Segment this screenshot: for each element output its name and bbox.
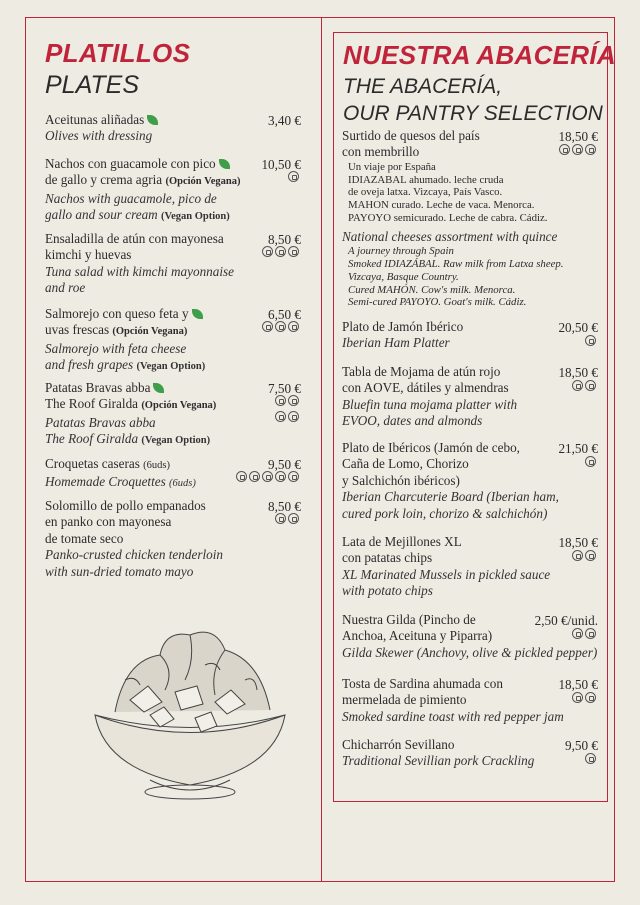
item-name-en: cured pork loin, chorizo & salchichón) [342, 505, 548, 521]
item-name-es: Ensaladilla de atún con mayonesa [45, 231, 224, 246]
vegan-option-en: (Vegan Option) [161, 211, 230, 223]
item-price: 18,50 € [558, 365, 598, 380]
item-name-es: Surtido de quesos del país [342, 128, 480, 143]
menu-item [342, 364, 552, 430]
item-name-es: Solomillo de pollo empanados [45, 498, 206, 513]
allergen-icon [559, 144, 570, 155]
item-name-es: Caña de Lomo, Chorizo [342, 456, 469, 472]
cheese-note-es: IDIAZABAL ahumado. leche cruda [348, 173, 504, 186]
allergen-icons [262, 246, 299, 257]
item-name-en: Panko-crusted chicken tenderloin [45, 547, 223, 563]
item-name-es: con AOVE, dátiles y almendras [342, 380, 509, 396]
allergen-icons [572, 550, 596, 561]
item-price: 3,40 € [268, 113, 301, 128]
allergen-icon [572, 692, 583, 703]
cheese-note-en: Cured MAHÓN. Cow's milk. Menorca. [348, 283, 516, 296]
allergen-icon [585, 550, 596, 561]
allergen-icons [262, 321, 299, 332]
allergen-icon [262, 246, 273, 257]
allergen-icon [236, 471, 247, 482]
vegan-option-es: (Opción Vegana) [112, 326, 188, 338]
allergen-icons [585, 335, 596, 346]
left-heading [45, 38, 190, 100]
allergen-icon [288, 246, 299, 257]
allergen-icon [572, 380, 583, 391]
item-name-es: con patatas chips [342, 550, 433, 566]
item-name-es: Chicharrón Sevillano [342, 737, 455, 752]
menu-item [45, 380, 260, 450]
item-name-es: Tabla de Mojama de atún rojo [342, 364, 501, 379]
item-name-es: de gallo y crema agria [45, 172, 163, 188]
item-name-es: Salmorejo con queso feta y [45, 306, 189, 321]
item-name-en: gallo and sour cream [45, 207, 158, 223]
item-name-es: kimchi y huevas [45, 247, 132, 263]
right-heading [343, 40, 616, 127]
item-name-en: Salmorejo with feta cheese [45, 340, 187, 356]
item-name-es: Anchoa, Aceituna y Piparra) [342, 628, 493, 644]
item-name-es: uvas frescas [45, 322, 110, 338]
allergen-icon [275, 246, 286, 257]
menu-item [45, 156, 260, 226]
allergen-icon [275, 411, 286, 422]
item-name-es: mermelada de pimiento [342, 692, 467, 708]
item-name-en: EVOO, dates and almonds [342, 413, 483, 429]
allergen-icons [585, 753, 596, 764]
item-price: 9,50 € [565, 738, 598, 753]
cheese-note-en: A journey through Spain [348, 245, 454, 258]
item-name-en: Nachos with guacamole, pico de [45, 190, 217, 206]
platillos-title: PLATILLOS [45, 38, 191, 68]
allergen-icon [572, 550, 583, 561]
item-price: 18,50 € [558, 535, 598, 550]
allergen-icons [236, 471, 299, 482]
abaceria-subtitle-2: OUR PANTRY SELECTION [343, 102, 603, 125]
item-name-en: National cheeses assortment with quince [342, 228, 558, 244]
item-name-en: with sun-dried tomato mayo [45, 563, 194, 579]
item-name-en: Gilda Skewer (Anchovy, olive & pickled pepper) [342, 644, 598, 660]
item-price: 20,50 € [558, 320, 598, 335]
item-price: 6,50 € [268, 307, 301, 322]
vegan-option-en: (Vegan Option) [141, 435, 211, 447]
menu-item-cheese [342, 128, 597, 309]
allergen-icon [585, 335, 596, 346]
cheese-note-es: MAHON curado. Leche de vaca. Menorca. [348, 199, 535, 212]
allergen-icon [288, 321, 299, 332]
item-name-es: Tosta de Sardina ahumada con [342, 676, 503, 691]
allergen-icon [288, 513, 299, 524]
vegan-option-es: (Opción Vegana) [141, 400, 217, 412]
item-price: 18,50 € [558, 677, 598, 692]
allergen-icon [262, 471, 273, 482]
allergen-icon [585, 456, 596, 467]
cheese-note-en: Semi-cured PAYOYO. Goat's milk. Cádiz. [348, 296, 527, 309]
item-price: 21,50 € [558, 441, 598, 456]
vegan-leaf-icon [153, 383, 164, 393]
abaceria-subtitle-1: THE ABACERÍA, [343, 75, 503, 98]
item-name-es: Plato de Ibéricos (Jamón de cebo, [342, 440, 520, 455]
item-name-es: en panko con mayonesa [45, 514, 172, 530]
menu-item [45, 456, 260, 493]
allergen-icons [572, 380, 596, 391]
allergen-icon [572, 144, 583, 155]
abaceria-title: NUESTRA ABACERÍA [343, 40, 616, 70]
item-name-en: and fresh grapes [45, 357, 134, 373]
item-portion-en: (6uds) [169, 478, 196, 490]
allergen-icon [585, 380, 596, 391]
vegan-option-es: (Opción Vegana) [165, 176, 241, 188]
allergen-icons [559, 144, 596, 155]
vegan-leaf-icon [219, 159, 230, 169]
allergen-icons [275, 395, 299, 422]
item-price: 8,50 € [268, 499, 301, 514]
item-price: 8,50 € [268, 232, 301, 247]
allergen-icon [288, 471, 299, 482]
item-name-en: XL Marinated Mussels in pickled sauce [342, 566, 551, 582]
allergen-icon [249, 471, 260, 482]
item-price: 18,50 € [558, 129, 598, 144]
allergen-icon [585, 753, 596, 764]
allergen-icons [572, 692, 596, 703]
allergen-icon [572, 628, 583, 639]
vegan-leaf-icon [192, 309, 203, 319]
item-name-es: Aceitunas aliñadas [45, 112, 145, 127]
item-name-es: The Roof Giralda [45, 396, 139, 412]
allergen-icon [262, 321, 273, 332]
allergen-icons [288, 171, 299, 182]
item-name-en: with potato chips [342, 583, 433, 599]
item-name-es: Plato de Jamón Ibérico [342, 319, 464, 334]
item-name-en: Olives with dressing [45, 128, 153, 144]
vegan-leaf-icon [147, 115, 158, 125]
menu-item [45, 231, 260, 297]
item-price: 9,50 € [268, 457, 301, 472]
item-name-en: Smoked sardine toast with red pepper jam [342, 708, 564, 724]
item-name-en: The Roof Giralda [45, 431, 139, 447]
item-name-en: and roe [45, 280, 86, 296]
column-divider [321, 17, 322, 882]
item-name-en: Patatas Bravas abba [45, 414, 156, 430]
item-name-en: Bluefin tuna mojama platter with [342, 396, 518, 412]
allergen-icons [572, 628, 596, 639]
allergen-icon [288, 411, 299, 422]
item-name-es: Nachos con guacamole con pico [45, 156, 216, 171]
cheese-note-en: Vizcaya, Basque Country. [348, 270, 459, 283]
cheese-note-es: Un viaje por España [348, 160, 436, 173]
menu-item [45, 112, 260, 145]
item-name-es: de tomate seco [45, 530, 124, 546]
allergen-icon [585, 692, 596, 703]
allergen-icons [585, 456, 596, 467]
allergen-icon [585, 144, 596, 155]
allergen-icon [275, 321, 286, 332]
allergen-icon [275, 471, 286, 482]
allergen-icon [275, 513, 286, 524]
menu-item [45, 306, 260, 376]
allergen-icon [275, 395, 286, 406]
allergen-icon [585, 628, 596, 639]
allergen-icons [275, 513, 299, 524]
item-name-en: Iberian Charcuterie Board (Iberian ham, [342, 489, 559, 505]
item-price: 10,50 € [261, 157, 301, 172]
allergen-icon [288, 395, 299, 406]
vegan-option-en: (Vegan Option) [136, 361, 206, 373]
item-name-en: Homemade Croquettes [45, 474, 166, 490]
cheese-note-es: de oveja latxa. Vizcaya, País Vasco. [348, 186, 503, 199]
item-name-es: Patatas Bravas abba [45, 380, 151, 395]
plates-title: PLATES [45, 71, 140, 99]
item-portion-es: (6uds) [143, 460, 170, 471]
salad-bowl-illustration [85, 620, 295, 805]
item-name-en: Tuna salad with kimchi mayonnaise [45, 263, 235, 279]
item-name-es: Nuestra Gilda (Pincho de [342, 612, 476, 627]
cheese-note-es: PAYOYO semicurado. Leche de cabra. Cádiz. [348, 212, 548, 224]
item-name-en: Traditional Sevillian pork Crackling [342, 753, 535, 769]
menu-item [342, 319, 552, 352]
item-price: 7,50 € [268, 381, 301, 396]
item-name-en: Iberian Ham Platter [342, 335, 450, 351]
item-name-es: Lata de Mejillones XL [342, 534, 462, 549]
menu-item [45, 498, 260, 580]
cheese-note-en: Smoked IDIAZÁBAL. Raw milk from Latxa sheep. [348, 258, 564, 270]
allergen-icon [288, 171, 299, 182]
item-price: 2,50 €/unid. [534, 613, 598, 628]
item-name-es: con membrillo [342, 144, 420, 160]
item-name-es: Croquetas caseras [45, 456, 140, 471]
item-name-es: y Salchichón ibéricos) [342, 472, 460, 488]
